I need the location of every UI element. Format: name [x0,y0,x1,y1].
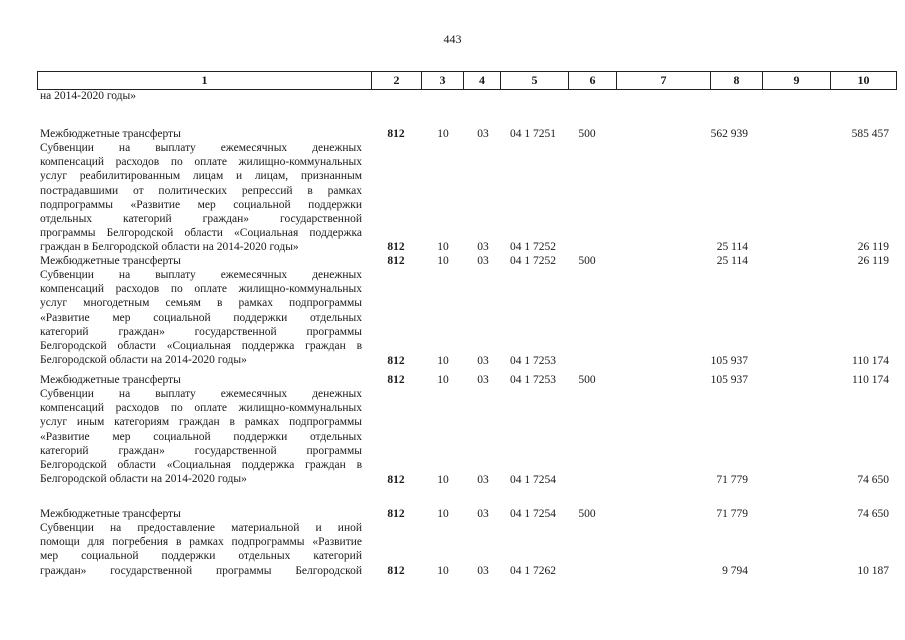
cell-col-3: 10 [437,565,449,577]
cell-col-3: 10 [437,128,449,140]
desc-line: пострадавшими от политических репрессий в рамках [40,184,362,197]
cell-col-2: 812 [387,355,405,367]
cell-col-2: 812 [387,508,405,520]
desc-line: «Развитие мер социальной поддержки отдельных [40,430,362,443]
desc-line: услуг многодетным семьям в рамках подпрограммы [40,297,362,310]
desc-line: услуг реабилитированным лицам и лицам, признанным [40,170,362,183]
cell-col-4: 03 [477,255,489,267]
cell-col-2: 812 [387,474,405,486]
cell-col-5: 04 1 7252 [510,241,556,253]
desc-line: программы Белгородской области «Социальная поддержка [40,227,362,240]
header-col-7: 7 [616,72,710,89]
cell-col-4: 03 [477,355,489,367]
desc-line: Субвенции на выплату ежемесячных денежных [40,388,362,400]
cell-col-10: 585 457 [851,128,889,140]
cell-col-2: 812 [387,255,405,267]
row-description [40,387,362,486]
cell-col-4: 03 [477,241,489,253]
cell-col-10: 110 174 [852,374,889,386]
cell-col-10: 26 119 [857,255,889,267]
desc-line: компенсаций расходов по оплате жилищно-коммунальных [40,156,362,169]
desc-line: категорий граждан» государственной программы [40,325,362,338]
desc-line: граждан» государственной программы Белгородской [40,564,362,577]
header-col-2: 2 [371,72,421,89]
cell-col-3: 10 [437,241,449,253]
cell-col-5: 04 1 7254 [510,508,556,520]
cell-col-3: 10 [437,355,449,367]
desc-line: Субвенции на выплату ежемесячных денежных [40,269,362,281]
desc-line: категорий граждан» государственной программы [40,444,362,457]
row-description [40,254,362,268]
header-col-10: 10 [830,72,896,89]
cell-col-4: 03 [477,565,489,577]
cell-col-3: 10 [437,474,449,486]
desc-line: граждан в Белгородской области на 2014-2020 годы» [40,241,299,254]
desc-line: Белгородской области «Социальная поддержка граждан в [40,340,362,353]
desc-line: Белгородской области на 2014-2020 годы» [40,354,247,367]
cell-col-5: 04 1 7262 [510,565,556,577]
cell-col-2: 812 [387,565,405,577]
cell-col-5: 04 1 7254 [510,474,556,486]
cell-col-6: 500 [578,374,596,386]
cell-col-4: 03 [477,474,489,486]
row-description [40,127,362,141]
cell-col-10: 110 174 [852,355,889,367]
table-header-row [37,71,897,90]
row-title: Межбюджетные трансферты [40,255,181,267]
header-col-5: 5 [500,72,568,89]
header-col-9: 9 [762,72,830,89]
desc-line: мер социальной поддержки отдельных категорий [40,550,362,563]
desc-line: Субвенции на предоставление материальной и иной [40,522,362,534]
desc-line: «Развитие мер социальной поддержки отдельных [40,311,362,324]
desc-line: помощи для погребения в рамках подпрограммы «Развитие [40,536,362,549]
desc-line: компенсаций расходов по оплате жилищно-коммунальных [40,283,362,296]
desc-line: услуг иным категориям граждан в рамках подпрограммы [40,416,362,429]
row-title: Межбюджетные трансферты [40,508,181,520]
cell-col-2: 812 [387,374,405,386]
cell-col-10: 74 650 [857,508,889,520]
row-description [40,141,362,255]
row-description [40,507,362,521]
cell-col-5: 04 1 7253 [510,355,556,367]
page-number: 443 [443,32,462,46]
cell-col-8: 9 794 [722,565,748,577]
cell-col-8: 71 779 [716,474,748,486]
cell-col-10: 26 119 [857,241,889,253]
cell-col-8: 562 939 [710,128,748,140]
header-col-4: 4 [463,72,500,89]
cell-col-5: 04 1 7253 [510,374,556,386]
cell-col-2: 812 [387,128,405,140]
row-title: Межбюджетные трансферты [40,374,181,386]
row-description [40,373,362,387]
cell-col-6: 500 [578,508,596,520]
cell-col-8: 25 114 [716,255,748,267]
desc-line: отдельных категорий граждан» государственной [40,213,362,226]
header-col-6: 6 [568,72,616,89]
cell-col-5: 04 1 7252 [510,255,556,267]
header-col-8: 8 [710,72,762,89]
cell-col-6: 500 [578,128,596,140]
cell-col-5: 04 1 7251 [510,128,556,140]
desc-line: компенсаций расходов по оплате жилищно-коммунальных [40,402,362,415]
header-col-1: 1 [201,73,208,87]
desc-line: Белгородской области «Социальная поддержка граждан в [40,459,362,472]
desc-line: Белгородской области на 2014-2020 годы» [40,473,247,486]
cell-col-8: 105 937 [710,355,748,367]
cell-col-2: 812 [387,241,405,253]
cell-col-10: 10 187 [857,565,889,577]
header-col-3: 3 [421,72,463,89]
row-description [40,268,362,367]
cell-col-10: 74 650 [857,474,889,486]
cell-col-6: 500 [578,255,596,267]
cell-col-8: 71 779 [716,508,748,520]
cell-col-3: 10 [437,508,449,520]
cell-col-4: 03 [477,128,489,140]
desc-line: подпрограммы «Развитие мер социальной поддержки [40,198,362,211]
cell-col-8: 25 114 [716,241,748,253]
cell-col-3: 10 [437,374,449,386]
desc-line: Субвенции на выплату ежемесячных денежных [40,142,362,154]
cell-col-4: 03 [477,508,489,520]
continuation-text: на 2014-2020 годы» [40,90,137,102]
cell-col-8: 105 937 [710,374,748,386]
cell-col-3: 10 [437,255,449,267]
cell-col-4: 03 [477,374,489,386]
row-description [40,521,362,578]
row-title: Межбюджетные трансферты [40,128,181,140]
